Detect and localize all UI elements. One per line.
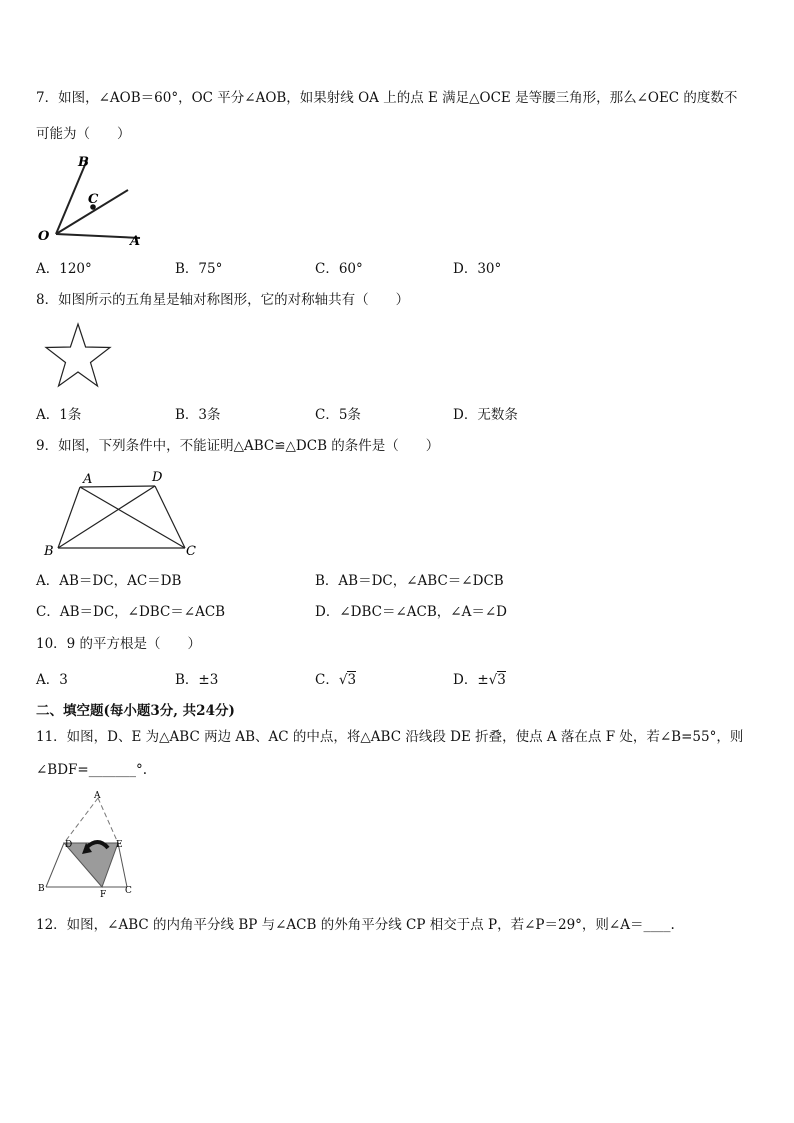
q7-label-a: A [130, 234, 141, 249]
q10-option-d [453, 671, 506, 689]
q9-option-d: D．∠DBC＝∠ACB，∠A＝∠D [315, 604, 507, 620]
q7-option-b: B．75° [175, 261, 223, 277]
q11-label-d: D [65, 840, 73, 850]
q7-label-c: C [88, 192, 99, 207]
q8-option-c: C．5条 [315, 407, 361, 423]
q10-option-c [315, 671, 356, 689]
q9-triangle-figure [40, 468, 210, 560]
q9-option-a: A．AB＝DC，AC＝DB [36, 573, 182, 589]
q10-option-c-label: C． [315, 672, 339, 688]
q10-option-a: A．3 [36, 672, 68, 688]
q8-stem: 8．如图所示的五角星是轴对称图形，它的对称轴共有（ ） [36, 292, 410, 308]
q10-option-b: B．±3 [175, 672, 219, 688]
q11-label-f: F [100, 890, 107, 900]
q11-stem-line1: 11．如图，D、E 为△ABC 两边 AB、AC 的中点，将△ABC 沿线段 DE 折叠，使点 A 落在点 F 处，若∠B=55°，则 [36, 729, 744, 745]
q7-label-o: O [38, 229, 50, 244]
q11-label-c: C [125, 886, 132, 896]
star-figure [45, 322, 111, 388]
q9-label-d: D [152, 470, 163, 485]
q12-stem: 12．如图，∠ABC 的内角平分线 BP 与∠ACB 的外角平分线 CP 相交于点 P，若∠P＝29°，则∠A＝____. [36, 917, 675, 933]
q11-label-b: B [38, 884, 45, 894]
q9-label-b: B [44, 544, 54, 559]
q8-option-a: A．1条 [36, 407, 82, 423]
q8-option-d: D．无数条 [453, 407, 518, 423]
q11-stem-line2: ∠BDF=_______°. [36, 762, 148, 778]
q7-label-b: B [78, 155, 89, 170]
q9-stem: 9．如图，下列条件中，不能证明△ABC≌△DCB 的条件是（ ） [36, 438, 440, 454]
fold-triangle-figure [36, 790, 141, 900]
q10-option-c-radicand: 3 [347, 672, 357, 688]
sqrt-symbol: √ [488, 672, 498, 688]
sqrt-symbol: √ [338, 672, 348, 688]
q7-option-c: C．60° [315, 261, 363, 277]
q9-label-a: A [83, 472, 93, 487]
q7-stem-line1: 7．如图，∠AOB＝60°，OC 平分∠AOB，如果射线 OA 上的点 E 满足△OCE 是等腰三角形，那么∠OEC 的度数不 [36, 90, 738, 106]
q9-option-b: B．AB＝DC，∠ABC＝∠DCB [315, 573, 504, 589]
q7-stem-line2: 可能为（ ） [36, 126, 131, 142]
q10-option-d-radicand: 3 [497, 672, 506, 688]
q10-stem: 10．9 的平方根是（ ） [36, 636, 202, 652]
q9-option-c: C．AB＝DC，∠DBC＝∠ACB [36, 604, 226, 620]
q10-option-d-label: D．± [453, 672, 489, 688]
q7-option-d: D．30° [453, 261, 502, 277]
q7-angle-figure [36, 150, 146, 250]
section-title: 二、填空题(每小题3分, 共24分) [36, 703, 235, 719]
q8-option-b: B．3条 [175, 407, 221, 423]
q7-option-a: A．120° [36, 261, 92, 277]
q11-label-e: E [116, 840, 123, 850]
q11-label-a: A [94, 791, 101, 801]
q9-label-c: C [186, 544, 196, 559]
